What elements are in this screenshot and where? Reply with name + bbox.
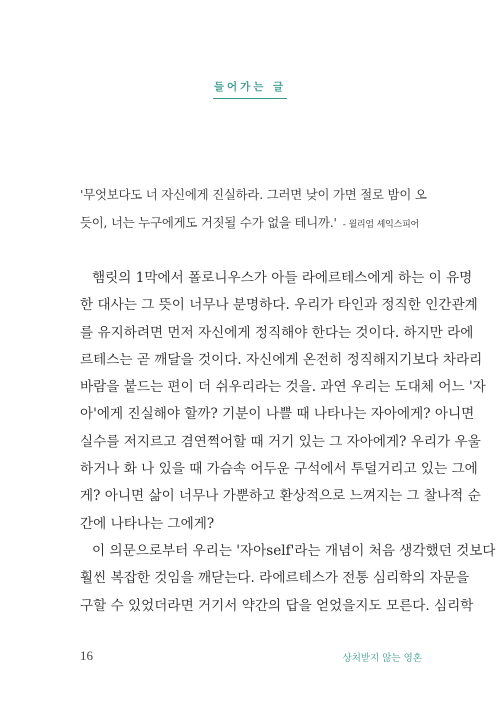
body-line: 이 의문으로부터 우리는 '자아self'라는 개념이 처음 생각했던 것보다: [92, 542, 496, 559]
body-line: 구할 수 있었더라면 거기서 약간의 답을 얻었을지도 모른다. 심리학: [80, 597, 474, 614]
body-line: 햄릿의 1막에서 폴로니우스가 아들 라에르테스에게 하는 이 유명: [92, 270, 473, 286]
epigraph-line: '무엇보다도 너 자신에게 진실하라. 그러면 낮이 가면 절로 밤이 오: [80, 187, 427, 202]
body-line: 바람을 붙드는 편이 더 쉬우리라는 것을. 과연 우리는 도대체 어느 '자: [80, 379, 486, 396]
body-line: 르테스는 곧 깨달을 것이다. 자신에게 온전히 정직해지기보다 차라리: [80, 351, 483, 368]
epigraph: [80, 181, 427, 239]
chapter-title: 들어가는 글: [213, 81, 287, 93]
body-line: 간에 나타나는 그에게?: [80, 515, 215, 532]
epigraph-attribution: - 윌리엄 셰익스피어: [342, 220, 420, 230]
body-paragraphs: [80, 265, 496, 620]
chapter-title-underline: [213, 98, 287, 99]
body-line: 한 대사는 그 뜻이 너무나 분명하다. 우리가 타인과 정직한 인간관계: [80, 297, 478, 314]
body-line: 훨씬 복잡한 것임을 깨닫는다. 라에르테스가 전통 심리학의 자문을: [80, 570, 470, 587]
body-line: 하거나 화 나 있을 때 가슴속 어두운 구석에서 투덜거리고 있는 그에: [80, 461, 478, 478]
epigraph-line: [80, 209, 420, 239]
body-line: 를 유지하려면 먼저 자신에게 정직해야 한다는 것이다. 하지만 라에: [80, 324, 474, 341]
body-line: 실수를 저지르고 겸연쩍어할 때 거기 있는 그 자아에게? 우리가 우울: [80, 433, 481, 450]
epigraph-line-text: 듯이, 너는 누구에게도 거짓될 수가 없을 테니까.': [80, 215, 337, 230]
running-footer-book-title: 상처받지 않는 영혼: [342, 653, 422, 664]
page-number: 16: [80, 648, 93, 663]
body-line: 게? 아니면 삶이 너무나 가뿐하고 환상적으로 느껴지는 그 찰나적 순: [80, 488, 481, 505]
body-line: 아'에게 진실해야 할까? 기분이 나쁠 때 나타나는 자아에게? 아니면: [80, 406, 475, 423]
